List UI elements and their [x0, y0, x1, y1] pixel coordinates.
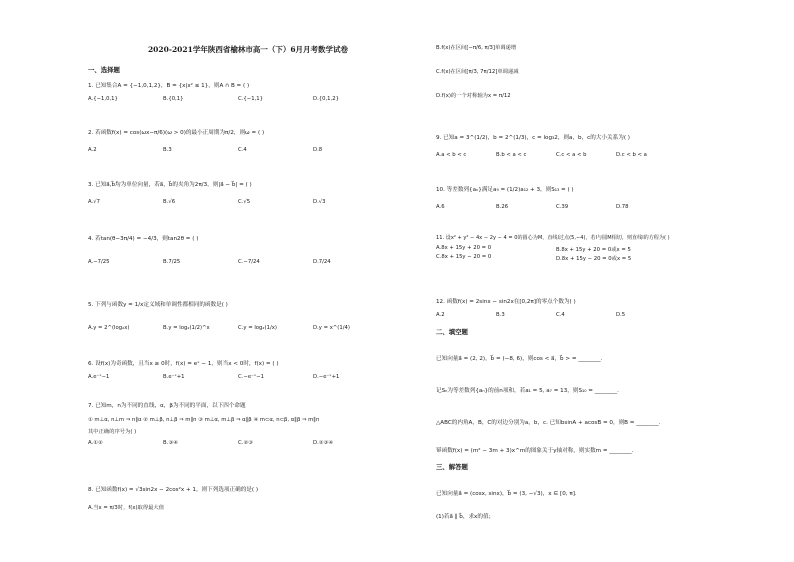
- option-c: C.c < a < b: [556, 152, 587, 158]
- question-14: 记Sₙ为等差数列{aₙ}的前n项和，若a₁ = 5, a₇ = 13，则S₁₀ = ________.: [436, 388, 619, 394]
- section-heading-solve: 三、解答题: [436, 463, 468, 471]
- option-c: C.f(x)在区间[π/3, 7π/12]单调递减: [436, 69, 519, 75]
- page-title: 2020-2021学年陕西省榆林市高一（下）6月月考数学试卷: [147, 45, 349, 54]
- question-stem: 6. 设f(x)为奇函数，且当x ≥ 0时，f(x) = eˣ − 1，则当x < 0时，f(x) = ( ): [88, 361, 279, 367]
- option-b: B.f(x)在区间[−π/6, π/3]单调递增: [436, 45, 517, 51]
- option-d: D.78: [616, 204, 629, 210]
- question-8: [88, 486, 258, 512]
- option-b: B.√6: [163, 199, 176, 205]
- question-4: [88, 235, 388, 265]
- question-stem: 1. 已知集合A = {−1,0,1,2}，B = {x|x² ≤ 1}，则A ∩ B = ( ): [88, 83, 250, 89]
- question-3: [88, 181, 388, 205]
- option-a: A.6: [436, 204, 445, 210]
- option-d: D.f(x)的一个对称轴为x = π/12: [436, 93, 511, 99]
- question-stem: 11. 设x² + y² − 4x − 2y − 4 = 0的圆心为M，直线l过点(5,−4)，若l与圆M相切，则直线l的方程为( ): [436, 235, 670, 241]
- option-a: A.−7/25: [88, 259, 110, 265]
- option-a: A.8x + 15y + 20 = 0: [436, 245, 492, 251]
- left-column: [88, 40, 408, 511]
- question-stem: 8. 已知函数f(x) = √3sin2x − 2cos²x + 1，则下列选项正确的是( ): [88, 487, 259, 493]
- option-c: C.y = log₂(1/x): [238, 325, 277, 331]
- question-12: [436, 298, 676, 318]
- option-a: A.y = 2^(log₂x): [88, 325, 130, 331]
- option-b: B.③④: [163, 440, 178, 446]
- question-2: [88, 129, 388, 153]
- option-b: B.b < a < c: [496, 152, 527, 158]
- option-d: D.8: [313, 147, 323, 153]
- option-b: B.{0,1}: [163, 96, 184, 102]
- question-7: [88, 402, 388, 446]
- option-d: D.②③④: [313, 440, 334, 446]
- question-6: [88, 360, 388, 380]
- question-8-cont: [436, 44, 519, 100]
- option-b: B.3: [496, 312, 505, 318]
- option-c: C.{−1,1}: [238, 96, 263, 102]
- question-10: [436, 186, 676, 210]
- question-stem: 10. 等差数列{aₙ}满足a₉ = (1/2)a₁₂ + 3，则S₁₃ = ( ): [436, 187, 574, 193]
- option-d: D.−e⁻ˣ+1: [313, 374, 340, 380]
- option-d: D.5: [616, 312, 626, 318]
- option-b: B.26: [496, 204, 509, 210]
- option-c: C.4: [238, 147, 247, 153]
- option-b: B.e⁻ˣ+1: [163, 374, 185, 380]
- question-stem: 7. 已知m，n为不同的直线，α，β为不同的平面，以下四个命题: [88, 403, 246, 409]
- option-d: D.√3: [313, 199, 326, 205]
- option-c: C.−e⁻ˣ−1: [238, 374, 265, 380]
- option-a: A.①②: [88, 440, 103, 446]
- option-c: C.4: [556, 312, 565, 318]
- option-c: C.39: [556, 204, 569, 210]
- option-a: A.2: [436, 312, 445, 318]
- question-stem: 5. 下列与函数y = 1/x定义域和单调性都相同的函数是( ): [88, 302, 228, 308]
- option-b: B.y = log₂(1/2)^x: [163, 325, 210, 331]
- question-stem: 9. 已知a = 3^(1/2)，b = 2^(1/3)，c = log₃2，则a，b，c的大小关系为( ): [436, 135, 630, 141]
- question-stem: 12. 函数f(x) = 2sinx − sin2x在[0,2π]的零点个数为( ): [436, 299, 576, 305]
- option-b: B.3: [163, 147, 172, 153]
- option-d: D.c < b < a: [616, 152, 647, 158]
- option-a: A.√7: [88, 199, 100, 205]
- option-c: C.②③: [238, 440, 253, 446]
- option-d: D.{0,1,2}: [313, 96, 339, 102]
- option-a: A.e⁻ˣ−1: [88, 374, 110, 380]
- question-13: 已知向量a⃗ = (2, 2)，b⃗ = (−8, 6)，则cos < a⃗，b⃗ > = ________.: [436, 356, 603, 362]
- section-heading-fill: 二、填空题: [436, 328, 468, 336]
- question-stem: 4. 若tan(θ−3π/4) = −4/3，则tan2θ = ( ): [88, 236, 199, 242]
- question-ask: 其中正确的序号为( ): [88, 429, 137, 435]
- section-heading-choice: 一、选择题: [88, 66, 120, 74]
- question-9: [436, 134, 676, 158]
- option-c: C.8x + 15y − 20 = 0: [436, 254, 492, 260]
- option-d: D.7/24: [313, 259, 331, 265]
- question-17-part-1: (1)若a⃗ ∥ b⃗，求x的值；: [436, 514, 495, 520]
- option-a: A.a < b < c: [436, 152, 467, 158]
- option-a: A.{−1,0,1}: [88, 96, 118, 102]
- question-11: [436, 234, 676, 262]
- question-stem: 3. 已知a⃗,b⃗均为单位向量，若a⃗，b⃗的夹角为2π/3，则|a⃗ − b⃗| = ( ): [88, 182, 252, 188]
- option-b: B.8x + 15y + 20 = 0或x = 5: [556, 247, 631, 253]
- question-stem: 2. 若函数f(x) = cos(ωx−π/6)(ω > 0)的最小正周期为π/2，则ω = ( ): [88, 130, 265, 136]
- option-a: A.2: [88, 147, 97, 153]
- option-d: D.y = x^(1/4): [313, 325, 350, 331]
- option-b: B.7/25: [163, 259, 181, 265]
- question-1: [88, 82, 388, 102]
- propositions: ① m⊥α, n⊥m ⇒ n∥α ② m⊥β, n⊥β ⇒ m∥n ③ m⊥α, m⊥β ⇒ α∥β ④ m⊂α, n⊂β, α∥β ⇒ m∥n: [88, 417, 320, 423]
- question-15: △ABC的内角A，B，C的对边分别为a，b，c. 已知bsinA + acosB = 0，则B = ________.: [436, 420, 661, 426]
- option-d: D.8x + 15y − 20 = 0或x = 5: [556, 256, 632, 262]
- option-c: C.√5: [238, 199, 251, 205]
- option-a: A.当x = π/3时，f(x)取得最大值: [88, 505, 165, 511]
- option-c: C.−7/24: [238, 259, 260, 265]
- question-5: [88, 301, 388, 331]
- question-16: 幂函数f(x) = (m² − 3m + 3)x^m的图象关于y轴对称，则实数m = ________.: [436, 448, 634, 454]
- question-17: 已知向量a⃗ = (cosx, sinx)，b⃗ = (3, −√3)，x ∈ [0, π].: [436, 491, 577, 497]
